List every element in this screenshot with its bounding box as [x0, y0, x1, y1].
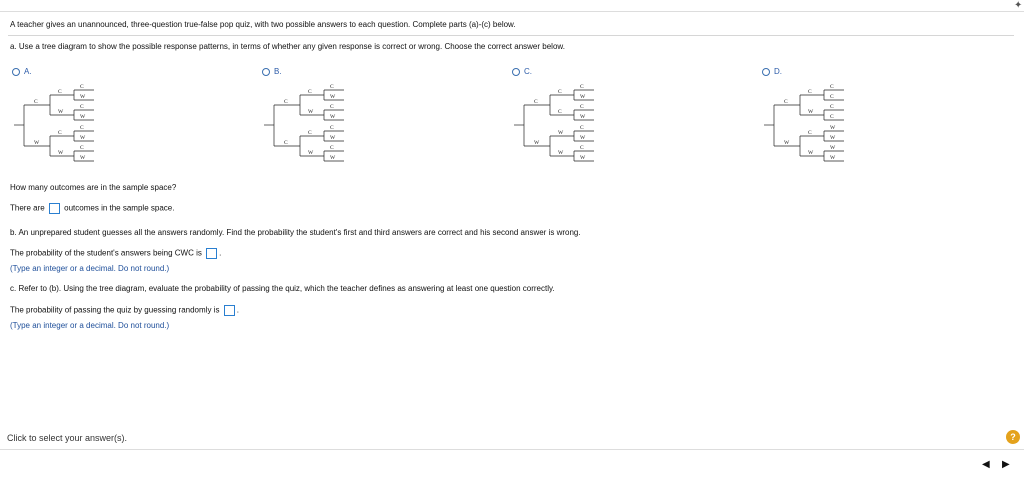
tree-d-l3-6: W [830, 145, 836, 151]
tree-b-l3-2: C [330, 104, 334, 110]
tree-b-l1-0: C [284, 99, 288, 105]
part-c-prompt: c. Refer to (b). Using the tree diagram, evaluate the probability of passing the quiz, which the teacher defines as answering at least one question correctly. [10, 284, 555, 293]
pin-icon[interactable]: ✦ [1014, 0, 1023, 11]
tree-b-l2-1: W [308, 109, 314, 115]
tree-a-l3-7: W [80, 155, 86, 161]
part-b-after: . [219, 248, 222, 258]
tree-b-l1-1: C [284, 140, 288, 146]
question-intro: A teacher gives an unannounced, three-question true-false pop quiz, with two possible answers to each question. Complete parts (a)-(c) below. [10, 20, 516, 29]
tree-d-l2-1: W [808, 109, 814, 115]
part-c-before: The probability of passing the quiz by guessing randomly is [10, 305, 220, 315]
tree-a-l3-6: C [80, 145, 84, 151]
option-b-letter: B. [274, 67, 282, 76]
tree-diagram-b [264, 80, 374, 170]
tree-d-l2-3: W [808, 150, 814, 156]
previous-arrow-icon[interactable]: ◀ [982, 459, 990, 470]
sample-space-before: There are [10, 203, 45, 213]
section-divider [8, 35, 1014, 36]
tree-a-l2-2: C [58, 130, 62, 136]
tree-c-l3-4: C [580, 125, 584, 131]
tree-d-l3-0: C [830, 84, 834, 90]
sample-space-after: outcomes in the sample space. [64, 203, 175, 213]
part-b-prompt: b. An unprepared student guesses all the answers randomly. Find the probability the student's first and third answers are correct and his second answer is wrong. [10, 228, 581, 237]
tree-c-l3-3: W [580, 114, 586, 120]
tree-b-l3-3: W [330, 114, 336, 120]
option-d-letter: D. [774, 67, 782, 76]
part-b-answer-line [10, 248, 221, 259]
click-to-select-text: Click to select your answer(s). [7, 433, 128, 443]
tree-d-l3-4: W [830, 125, 836, 131]
next-arrow-icon[interactable]: ▶ [1002, 459, 1010, 470]
tree-a-l3-4: C [80, 125, 84, 131]
tree-a-l3-2: C [80, 104, 84, 110]
tree-c-l1-1: W [534, 140, 540, 146]
tree-c-l3-7: W [580, 155, 586, 161]
tree-c-l2-2: W [558, 130, 564, 136]
radio-a[interactable] [12, 68, 20, 76]
tree-c-l3-0: C [580, 84, 584, 90]
part-c-hint: (Type an integer or a decimal. Do not round.) [10, 321, 170, 330]
tree-b-l2-0: C [308, 89, 312, 95]
option-a[interactable] [12, 67, 32, 76]
tree-d-l2-0: C [808, 89, 812, 95]
tree-b-l3-6: C [330, 145, 334, 151]
radio-b[interactable] [262, 68, 270, 76]
tree-diagram-a [14, 80, 124, 170]
part-c-after: . [236, 305, 239, 315]
part-b-hint: (Type an integer or a decimal. Do not round.) [10, 264, 170, 273]
sample-space-question: How many outcomes are in the sample space? [10, 183, 177, 192]
tree-d-l2-2: C [808, 130, 812, 136]
passing-probability-input[interactable] [224, 305, 235, 316]
tree-diagram-c [514, 80, 624, 170]
tree-c-l3-1: W [580, 94, 586, 100]
tree-d-l3-3: C [830, 114, 834, 120]
tree-c-l2-1: C [558, 109, 562, 115]
tree-a-l2-1: W [58, 109, 64, 115]
tree-b-l3-1: W [330, 94, 336, 100]
tree-b-l2-3: W [308, 150, 314, 156]
tree-b-l3-5: W [330, 135, 336, 141]
tree-b-l3-7: W [330, 155, 336, 161]
tree-c-l3-2: C [580, 104, 584, 110]
tree-a-l1-1: W [34, 140, 40, 146]
tree-b-l3-0: C [330, 84, 334, 90]
part-b-before: The probability of the student's answers being CWC is [10, 248, 202, 258]
tree-c-l2-0: C [558, 89, 562, 95]
tree-a-l2-3: W [58, 150, 64, 156]
tree-c-l3-5: W [580, 135, 586, 141]
tree-d-l3-7: W [830, 155, 836, 161]
radio-d[interactable] [762, 68, 770, 76]
cwc-probability-input[interactable] [206, 248, 217, 259]
option-c-letter: C. [524, 67, 532, 76]
tree-a-l3-0: C [80, 84, 84, 90]
tree-d-l3-2: C [830, 104, 834, 110]
radio-c[interactable] [512, 68, 520, 76]
sample-space-input[interactable] [49, 203, 60, 214]
tree-a-l3-3: W [80, 114, 86, 120]
bottom-divider [0, 449, 1024, 450]
tree-d-l3-5: W [830, 135, 836, 141]
sample-space-answer-line [10, 203, 174, 214]
tree-c-l1-0: C [534, 99, 538, 105]
tree-d-l1-1: W [784, 140, 790, 146]
tree-c-l3-6: C [580, 145, 584, 151]
part-a-prompt: a. Use a tree diagram to show the possible response patterns, in terms of whether any given response is correct or wrong. Choose the correct answer below. [10, 42, 565, 51]
tree-a-l1-0: C [34, 99, 38, 105]
tree-a-l3-5: W [80, 135, 86, 141]
tree-c-l2-3: W [558, 150, 564, 156]
option-a-letter: A. [24, 67, 32, 76]
help-icon[interactable]: ? [1006, 430, 1020, 444]
tree-d-l3-1: C [830, 94, 834, 100]
top-divider [0, 11, 1024, 12]
tree-b-l3-4: C [330, 125, 334, 131]
tree-b-l2-2: C [308, 130, 312, 136]
tree-a-l2-0: C [58, 89, 62, 95]
option-c[interactable] [512, 67, 532, 76]
tree-a-l3-1: W [80, 94, 86, 100]
option-d[interactable] [762, 67, 782, 76]
tree-d-l1-0: C [784, 99, 788, 105]
tree-diagram-d [764, 80, 874, 170]
part-c-answer-line [10, 305, 239, 316]
option-b[interactable] [262, 67, 282, 76]
